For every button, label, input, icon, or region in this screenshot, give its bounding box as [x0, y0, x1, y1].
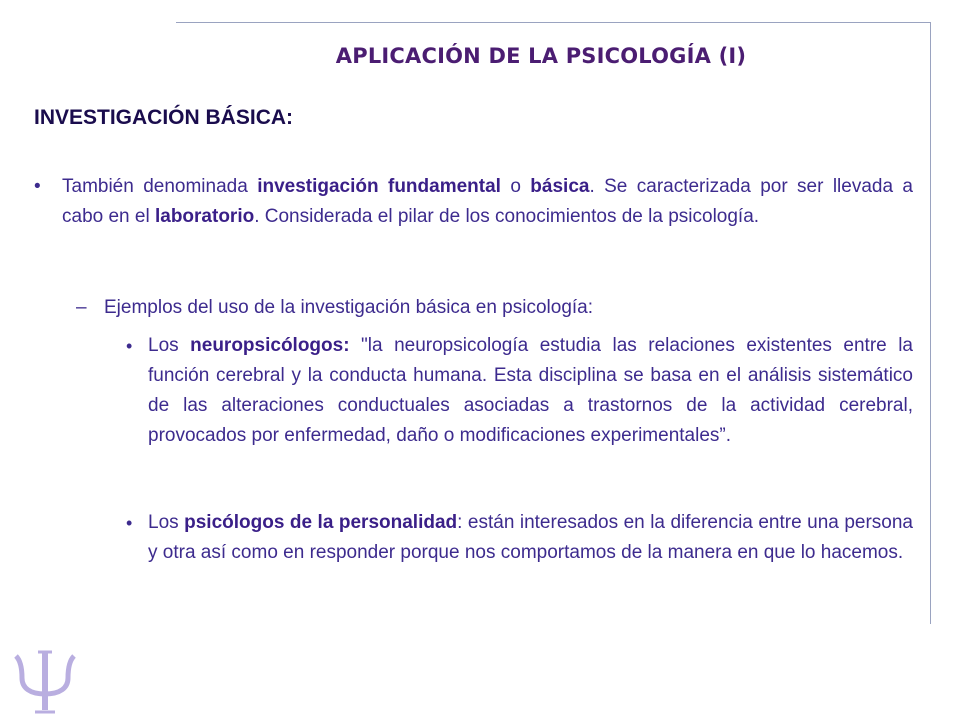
examples-subheading: Ejemplos del uso de la investigación básica en psicología:: [104, 297, 594, 318]
definition-paragraph: [62, 172, 913, 232]
bold-term-laboratorio: laboratorio: [154, 206, 255, 227]
psi-symbol-icon: [10, 648, 80, 716]
bullet-marker: •: [126, 513, 133, 533]
bullet-marker: •: [126, 336, 133, 356]
slide-title: APLICACIÓN DE LA PSICOLOGÍA (I): [335, 44, 747, 68]
text-run: Los: [148, 512, 185, 533]
bold-term-personalidad: psicólogos de la personalidad: [184, 512, 458, 533]
text-run: También denominada: [62, 176, 258, 197]
bold-term-basica: básica: [530, 176, 590, 197]
section-heading: INVESTIGACIÓN BÁSICA:: [34, 106, 294, 129]
text-run: . Considerada el pilar de los conocimientos de la psicología.: [254, 206, 760, 227]
bold-term-neuropsicologos: neuropsicólogos:: [190, 335, 350, 356]
text-run: "la neuropsicología estudia las relaciones existentes entre la función cerebral y la conducta humana. Esta disciplina se basa en el análisis sistemático de las alteraciones conductuales asociadas a trastornos de la actividad cerebral, provocados por enfermedad, daño o modificaciones experimentales”.: [148, 335, 913, 446]
personality-paragraph: [148, 508, 913, 568]
dash-marker: –: [76, 297, 87, 318]
text-run: : están interesados en la diferencia entre una persona y otra así como en responder porque nos comportamos de la manera en que lo hacemos.: [148, 512, 913, 563]
text-run: Los: [148, 335, 191, 356]
right-border-line: [930, 22, 931, 624]
text-run: . Se caracterizada por ser llevada a cabo en el: [62, 176, 913, 227]
top-border-line: [176, 22, 931, 23]
bullet-marker: •: [34, 176, 41, 197]
text-run: o: [500, 176, 531, 197]
neuropsychologists-paragraph: [148, 331, 913, 451]
bold-term-fundamental: investigación fundamental: [257, 176, 501, 197]
